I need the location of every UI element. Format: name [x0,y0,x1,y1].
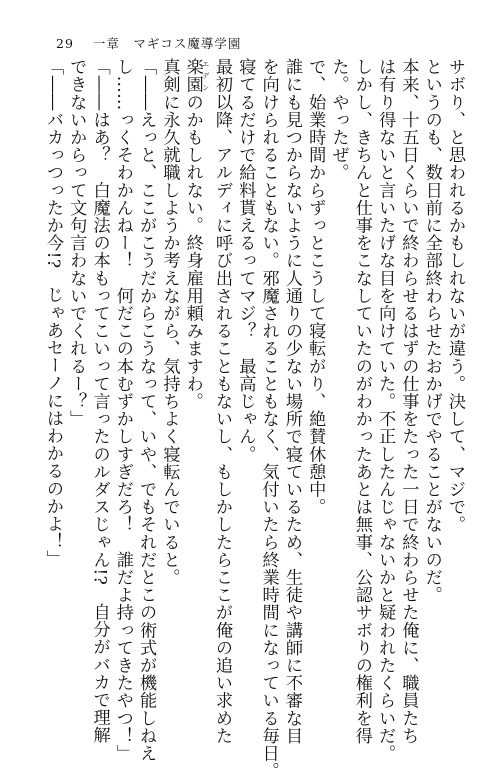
text-line: サボり、と思われるかもしれないが違う。決して、マジで。 [445,58,465,534]
text-line: というのも、数日前に全部終わらせたおかげでやることがないのだ。 [421,58,442,604]
running-head [56,34,241,52]
text-line: を向けられることもない。邪魔されることもなく、気付いたら終業時間になっている毎日。 [258,58,279,780]
text-line: しかし、きちんと仕事をこなしていたのがわかったあとは無事、公認サボりの権利を得 [351,58,372,745]
text-line-with-ruby [180,58,209,676]
ruby-reading: エデン [201,58,210,94]
page-number: 29 [56,36,74,51]
text-line: 「――えっと、ここがこうだからこうなって、いや、でもそれだとこの術式が機能しねえ [136,58,157,762]
chapter-title: 一章 マギコス魔導学園 [92,36,242,51]
text-line: 本来、十五日くらいで終わらせるはずの仕事をたった一日で終わらせた俺に、職員たち [398,58,419,745]
text-line: 真剣に永久就職しようか考えながら、気持ちよく寝転んでいると。 [159,58,180,586]
text-line: は有り得ないと言いたげな目を向けていた。不正したんじゃないかと疑われたくらいだ。 [375,58,396,762]
furigana-word [182,58,210,94]
text-line: 最初以降、アルディに呼び出されることもないし、もしかしたらここが俺の追い求めた [212,58,233,745]
text-line: た。やったぜ。 [328,58,349,182]
body-text [42,58,466,780]
text-line: 「――バカっつったか今!? じゃあセーノにはわかるのかよ！」 [42,58,63,568]
text-line: し……っくそわかんねー！ 何だこの本むずかしすぎだろ！ 誰だよ持ってきたやつ！」 [112,58,133,762]
text-line: で、始業時間からずっとこうして寝転がり、絶賛休憩中。 [305,58,326,516]
text-line: 寝てるだけで給料貰えるってマジ？ 最高じゃん。 [235,58,256,463]
ruby-base: 楽園 [182,58,203,94]
text-line: 「――はあ？ 白魔法の本もってこいって言ったのルダスじゃん!? 自分がバカで理解 [89,58,110,744]
text-line: できないからって文句言わないでくれるー？」 [66,58,87,428]
text-line: 誰にも見つからないように人通りの少ない場所で寝ているため、生徒や講師に不審な目 [281,58,302,745]
text-line-rest: のかもしれない。終身雇用頼みますわ。 [182,93,203,411]
